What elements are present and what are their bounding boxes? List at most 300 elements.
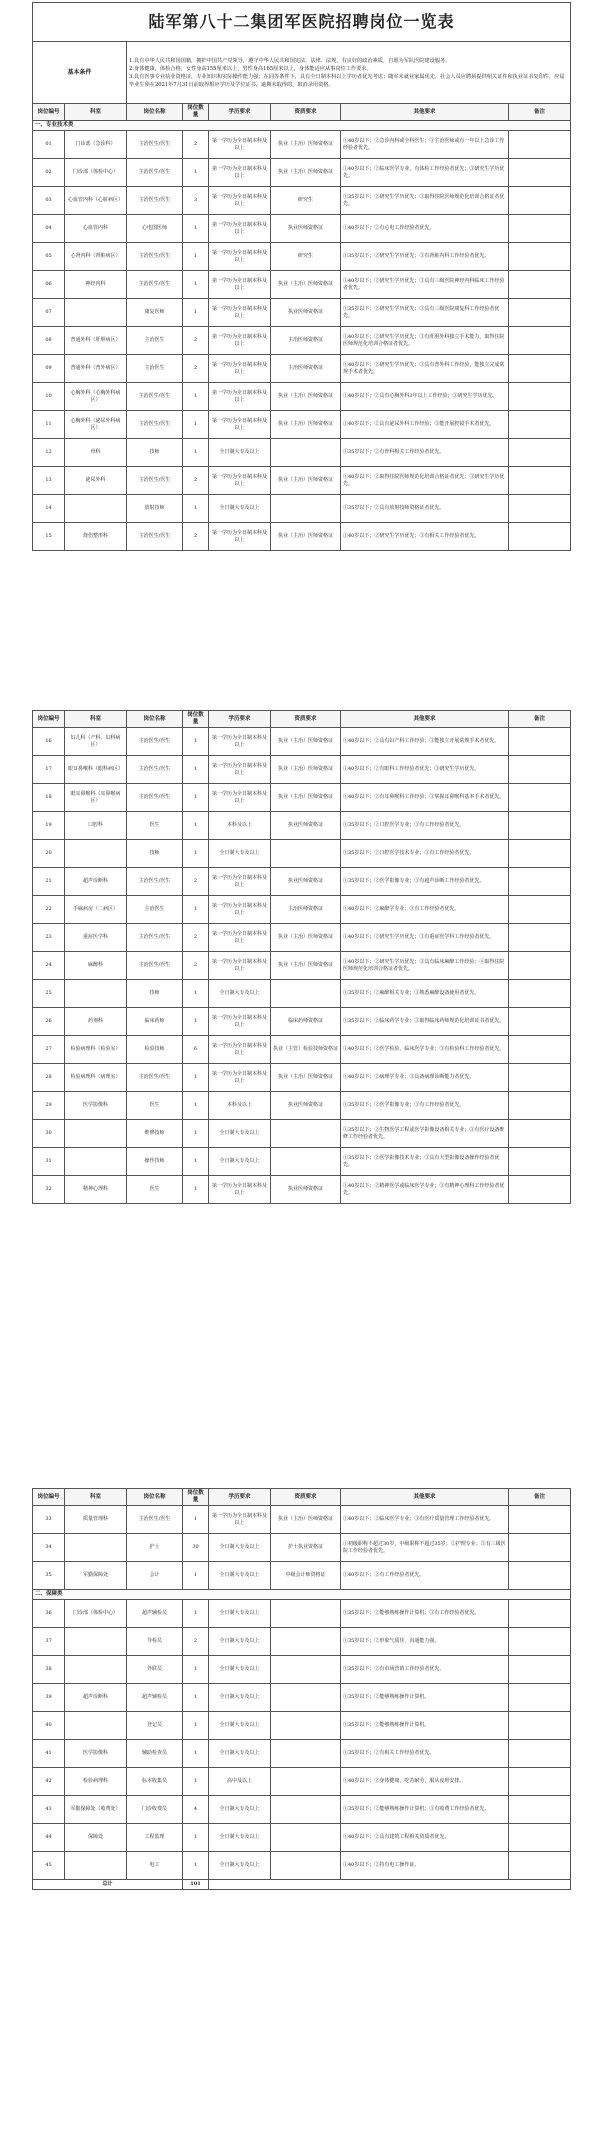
cell-remark — [509, 1768, 571, 1796]
cell-remark — [509, 159, 571, 187]
table-row — [33, 299, 571, 327]
cell-dept: 门诊部（体检中心） — [65, 1600, 127, 1628]
table-row — [33, 1628, 571, 1656]
cell-qual: 执业医师资格证 — [271, 299, 341, 327]
cell-no: 18 — [33, 784, 65, 812]
cell-count: 1 — [183, 1064, 209, 1092]
cell-no: 19 — [33, 812, 65, 840]
cell-qual — [271, 1628, 341, 1656]
cell-position: 外联员 — [127, 1656, 183, 1684]
cell-other: ①40岁以下；②医学检验、临床医学专业；③有检验科工作经验者优先。 — [341, 1036, 509, 1064]
cell-remark — [509, 980, 571, 1008]
cell-remark — [509, 299, 571, 327]
section-support: 二、保障类 — [33, 1590, 571, 1600]
cell-position: 主治医生/医生 — [127, 467, 183, 495]
basic-conditions-label: 基本条件 — [33, 42, 127, 104]
cell-edu: 第一学历为全日制本科及以上 — [209, 1176, 271, 1204]
header-position: 岗位名称 — [127, 104, 183, 121]
cell-qual — [271, 1600, 341, 1628]
cell-remark — [509, 728, 571, 756]
cell-no: 40 — [33, 1712, 65, 1740]
cell-count: 1 — [183, 495, 209, 523]
cell-count: 1 — [183, 159, 209, 187]
cell-other: ①35岁以下；②口腔医学专业；③有工作经验者优先。 — [341, 812, 509, 840]
table-header-row — [33, 104, 571, 121]
cell-other: ①40岁以下；②持有电工操作证。 — [341, 1852, 509, 1880]
cell-qual: 中级会计师资格证 — [271, 1562, 341, 1590]
cell-edu: 全日制大专及以上 — [209, 1852, 271, 1880]
cell-qual: 执业医师资格证 — [271, 812, 341, 840]
cell-position: 医生 — [127, 1092, 183, 1120]
cell-remark — [509, 243, 571, 271]
cell-count: 2 — [183, 355, 209, 383]
cell-other: ①40岁以下；②研究生学历优先；③具有普外科工作经验，能独立完成常规手术者优先。 — [341, 355, 509, 383]
header-remark: 备注 — [509, 1489, 571, 1506]
cell-remark — [509, 1824, 571, 1852]
cell-position: 主治医生/医生 — [127, 187, 183, 215]
cell-qual: 研究生 — [271, 187, 341, 215]
table-row — [33, 840, 571, 868]
header-count: 岗位数量 — [183, 711, 209, 728]
cell-other: ①40岁以下；②研究生学历优先；③有重症医学科工作经验者优先。 — [341, 924, 509, 952]
cell-edu: 全日制大专及以上 — [209, 1562, 271, 1590]
cell-other: ①40岁以下；②病理学专业；③具备病理诊断能力者优先。 — [341, 1064, 509, 1092]
cell-position: 康复医师 — [127, 299, 183, 327]
basic-line-2: 2.身体健康，体检合格，女性身高155厘米以上，男性身高165厘米以上，身体能适应从事岗位工作要求。 — [129, 65, 372, 72]
cell-count: 30 — [183, 1534, 209, 1562]
cell-qual: 临床药师资格证 — [271, 1008, 341, 1036]
cell-remark — [509, 756, 571, 784]
cell-no: 31 — [33, 1148, 65, 1176]
cell-dept — [65, 1534, 127, 1562]
cell-dept: 手麻病房（二病区） — [65, 896, 127, 924]
cell-no: 37 — [33, 1628, 65, 1656]
cell-no: 13 — [33, 467, 65, 495]
cell-dept: 心血管内科（心脏病区） — [65, 187, 127, 215]
cell-dept — [65, 1712, 127, 1740]
cell-no: 42 — [33, 1768, 65, 1796]
cell-remark — [509, 439, 571, 467]
cell-remark — [509, 467, 571, 495]
cell-other: ①35岁以下；②能够熟练操作计算机。 — [341, 1684, 509, 1712]
cell-qual — [271, 439, 341, 467]
cell-count: 2 — [183, 131, 209, 159]
table-header-row — [33, 1489, 571, 1506]
cell-dept: 超声诊断科 — [65, 868, 127, 896]
header-dept: 科室 — [65, 711, 127, 728]
cell-other: ①35岁以下；②有市场营销工作经验者优先。 — [341, 1656, 509, 1684]
cell-position: 辅助检查员 — [127, 1740, 183, 1768]
table-row — [33, 1120, 571, 1148]
cell-edu: 第一学历为全日制本科及以上 — [209, 1008, 271, 1036]
cell-remark — [509, 1064, 571, 1092]
cell-remark — [509, 1176, 571, 1204]
cell-remark — [509, 1628, 571, 1656]
cell-other: ①40岁以下；②研究生学历优先；③具有三级医院神经内科临床工作经验者优先。 — [341, 271, 509, 299]
header-remark: 备注 — [509, 104, 571, 121]
cell-no: 41 — [33, 1740, 65, 1768]
cell-remark — [509, 1036, 571, 1064]
cell-dept: 心胸外科（心胸外科病区） — [65, 383, 127, 411]
cell-other: ①35岁以下；②有骨科相关工作经验者优先。 — [341, 439, 509, 467]
table-row — [33, 1768, 571, 1796]
cell-edu: 全日制大专及以上 — [209, 980, 271, 1008]
cell-position: 主治医生/医生 — [127, 952, 183, 980]
cell-other: ①35岁以下；②医学影像专业；③有工作经验者优先。 — [341, 1092, 509, 1120]
cell-other: ①35岁以下；②生物医学工程或医学影像设备相关专业；③有医疗设备维修工作经验者优先。 — [341, 1120, 509, 1148]
cell-count: 1 — [183, 215, 209, 243]
cell-position: 会计 — [127, 1562, 183, 1590]
cell-edu: 第一学历为全日制本科及以上 — [209, 187, 271, 215]
cell-position: 门诊收费员 — [127, 1796, 183, 1824]
table-row — [33, 131, 571, 159]
cell-other: ①40岁以下；②具有建筑工程相关资质者优先。 — [341, 1824, 509, 1852]
cell-edu: 本科及以上 — [209, 812, 271, 840]
cell-dept: 普通外科（肝胆病区） — [65, 327, 127, 355]
page-1 — [32, 2, 570, 551]
cell-remark — [509, 1852, 571, 1880]
cell-dept — [65, 980, 127, 1008]
cell-remark — [509, 495, 571, 523]
table-row — [33, 355, 571, 383]
cell-no: 38 — [33, 1656, 65, 1684]
cell-dept: 眼耳鼻喉科（眼科病区） — [65, 756, 127, 784]
cell-edu: 第一学历为全日制本科及以上 — [209, 1036, 271, 1064]
header-edu: 学历要求 — [209, 104, 271, 121]
cell-remark — [509, 327, 571, 355]
table-row — [33, 187, 571, 215]
cell-count: 1 — [183, 1506, 209, 1534]
cell-dept: 军勤保障处（收费处） — [65, 1796, 127, 1824]
cell-remark — [509, 355, 571, 383]
cell-other: ①35岁以下；②具有放射技师资格证者优先。 — [341, 495, 509, 523]
table-row — [33, 1852, 571, 1880]
recruitment-table-page-3 — [32, 1488, 571, 1890]
cell-remark — [509, 868, 571, 896]
cell-no: 14 — [33, 495, 65, 523]
table-row — [33, 1064, 571, 1092]
cell-count: 1 — [183, 812, 209, 840]
cell-position: 心电图医师 — [127, 215, 183, 243]
cell-other: ①40岁以下；②具有心胸外科3年以上工作经验；③研究生学历优先。 — [341, 383, 509, 411]
section-tech: 一、专业技术类 — [33, 121, 571, 131]
cell-no: 16 — [33, 728, 65, 756]
table-row — [33, 980, 571, 1008]
cell-qual — [271, 980, 341, 1008]
table-row — [33, 1740, 571, 1768]
cell-qual: 执业（主治）医师资格证 — [271, 1064, 341, 1092]
table-row — [33, 271, 571, 299]
table-row — [33, 896, 571, 924]
table-row — [33, 784, 571, 812]
header-count: 岗位数量 — [183, 104, 209, 121]
cell-edu: 第一学历为全日制本科及以上 — [209, 159, 271, 187]
cell-other: ①40岁以下；②有工作经验者优先。 — [341, 1562, 509, 1590]
table-row — [33, 1562, 571, 1590]
cell-position: 标本收集员 — [127, 1768, 183, 1796]
cell-position: 操作技师 — [127, 1148, 183, 1176]
cell-qual: 主治医师资格证 — [271, 355, 341, 383]
cell-edu: 全日制大专及以上 — [209, 1712, 271, 1740]
cell-dept — [65, 840, 127, 868]
cell-dept: 烧伤整形科 — [65, 523, 127, 551]
cell-qual: 执业（主管）检验技师资格证 — [271, 1036, 341, 1064]
header-qual: 资质要求 — [271, 1489, 341, 1506]
cell-qual: 执业（主治）医师资格证 — [271, 131, 341, 159]
cell-remark — [509, 1008, 571, 1036]
cell-dept: 医学影像科 — [65, 1740, 127, 1768]
cell-edu: 全日制大专及以上 — [209, 439, 271, 467]
cell-no: 10 — [33, 383, 65, 411]
cell-no: 01 — [33, 131, 65, 159]
cell-dept: 骨科 — [65, 439, 127, 467]
cell-position: 技师 — [127, 439, 183, 467]
cell-dept: 医学影像科 — [65, 1092, 127, 1120]
cell-qual: 执业（主治）医师资格证 — [271, 1506, 341, 1534]
cell-other: ①40岁以下；②精神医学或临床医学专业；③有精神心理科工作经验者优先。 — [341, 1176, 509, 1204]
cell-count: 2 — [183, 1628, 209, 1656]
cell-edu: 第一学历为全日制本科及以上 — [209, 756, 271, 784]
cell-position: 电工 — [127, 1852, 183, 1880]
cell-edu: 第一学历为全日制本科及以上 — [209, 784, 271, 812]
cell-other: ①35岁以下；②医学影像专业；③有超声诊断工作经验者优先。 — [341, 868, 509, 896]
cell-position: 主治医生/医生 — [127, 411, 183, 439]
table-row — [33, 243, 571, 271]
table-row — [33, 467, 571, 495]
table-row — [33, 1534, 571, 1562]
cell-edu: 第一学历为全日制本科及以上 — [209, 243, 271, 271]
cell-remark — [509, 383, 571, 411]
cell-no: 07 — [33, 299, 65, 327]
cell-other: ①40岁以下；②临床医学专业；③有医疗质量管理工作经验者优先。 — [341, 1506, 509, 1534]
cell-count: 1 — [183, 1852, 209, 1880]
cell-qual — [271, 1852, 341, 1880]
cell-other: ①40岁以下；②具有泌尿外科工作经验；③能开展腔镜手术者优先。 — [341, 411, 509, 439]
cell-other: ①35岁以下；②形象气质佳，沟通能力强。 — [341, 1628, 509, 1656]
cell-remark — [509, 784, 571, 812]
cell-no: 39 — [33, 1684, 65, 1712]
cell-no: 29 — [33, 1092, 65, 1120]
cell-no: 25 — [33, 980, 65, 1008]
cell-position: 超声辅检员 — [127, 1600, 183, 1628]
cell-remark — [509, 1740, 571, 1768]
cell-position: 主治医生 — [127, 896, 183, 924]
cell-position: 主治医生/医生 — [127, 784, 183, 812]
cell-other: ①35岁以下；②能够熟练操作计算机。 — [341, 1712, 509, 1740]
cell-edu: 第一学历为全日制本科及以上 — [209, 131, 271, 159]
cell-position: 医生 — [127, 1176, 183, 1204]
cell-qual — [271, 840, 341, 868]
cell-dept: 心血管内科 — [65, 215, 127, 243]
header-edu: 学历要求 — [209, 1489, 271, 1506]
cell-remark — [509, 1092, 571, 1120]
cell-count: 1 — [183, 840, 209, 868]
cell-count: 1 — [183, 756, 209, 784]
cell-no: 08 — [33, 327, 65, 355]
cell-edu: 全日制大专及以上 — [209, 840, 271, 868]
cell-other: ①40岁以下；②有眼科工作经验者优先；③研究生学历优先。 — [341, 756, 509, 784]
cell-other: ①40岁以下；②有耳鼻喉科工作经验；③掌握耳鼻喉科基本手术者优先。 — [341, 784, 509, 812]
cell-edu: 第一学历为全日制本科及以上 — [209, 355, 271, 383]
cell-position: 主治医生/医生 — [127, 756, 183, 784]
header-remark: 备注 — [509, 711, 571, 728]
cell-edu: 第一学历为全日制本科及以上 — [209, 523, 271, 551]
cell-count: 3 — [183, 187, 209, 215]
cell-edu: 本科及以上 — [209, 1092, 271, 1120]
cell-other: ①35岁以下；②有相关工作经验者优先。 — [341, 1740, 509, 1768]
cell-no: 32 — [33, 1176, 65, 1204]
cell-position: 主治医生/医生 — [127, 243, 183, 271]
cell-count: 1 — [183, 1740, 209, 1768]
cell-position: 主治医生/医生 — [127, 159, 183, 187]
rows-page-3b — [33, 1600, 571, 1880]
cell-dept: 检验病理科（检验室） — [65, 1036, 127, 1064]
cell-dept: 眼耳鼻喉科（耳鼻喉病区） — [65, 784, 127, 812]
header-no: 岗位编号 — [33, 104, 65, 121]
cell-no: 20 — [33, 840, 65, 868]
cell-edu: 全日制大专及以上 — [209, 1796, 271, 1824]
cell-edu: 第一学历为全日制本科及以上 — [209, 1064, 271, 1092]
cell-count: 2 — [183, 952, 209, 980]
cell-remark — [509, 1562, 571, 1590]
cell-count: 1 — [183, 980, 209, 1008]
cell-position: 临床药师 — [127, 1008, 183, 1036]
cell-no: 28 — [33, 1064, 65, 1092]
cell-count: 1 — [183, 728, 209, 756]
cell-edu: 第一学历为全日制本科及以上 — [209, 868, 271, 896]
cell-edu: 第一学历为全日制本科及以上 — [209, 728, 271, 756]
cell-qual — [271, 1684, 341, 1712]
cell-remark — [509, 1656, 571, 1684]
table-row — [33, 1008, 571, 1036]
cell-count: 1 — [183, 896, 209, 924]
cell-no: 36 — [33, 1600, 65, 1628]
cell-edu: 第一学历为全日制本科及以上 — [209, 1506, 271, 1534]
cell-no: 15 — [33, 523, 65, 551]
cell-remark — [509, 523, 571, 551]
cell-other: ①40岁以下；②急诊内科或全科医生；③主治医师或有一年以上急诊工作经验者优先。 — [341, 131, 509, 159]
cell-other: ①35岁以下；②麻醉相关专业；③熟悉麻醉设备使用者优先。 — [341, 980, 509, 1008]
cell-qual: 执业（主治）医师资格证 — [271, 383, 341, 411]
cell-count: 4 — [183, 1796, 209, 1824]
rows-page-2 — [33, 728, 571, 1204]
table-row — [33, 1712, 571, 1740]
cell-position: 检验技师 — [127, 1036, 183, 1064]
page-title: 陆军第八十二集团军医院招聘岗位一览表 — [33, 3, 571, 42]
cell-count: 6 — [183, 1036, 209, 1064]
cell-qual: 执业（主治）医师资格证 — [271, 271, 341, 299]
cell-dept: 药剂科 — [65, 1008, 127, 1036]
cell-qual — [271, 1824, 341, 1852]
cell-qual — [271, 1712, 341, 1740]
cell-remark — [509, 1148, 571, 1176]
table-row — [33, 495, 571, 523]
table-row — [33, 1824, 571, 1852]
cell-qual: 执业医师资格证 — [271, 215, 341, 243]
cell-edu: 第一学历为全日制本科及以上 — [209, 327, 271, 355]
cell-edu: 第一学历为全日制本科及以上 — [209, 467, 271, 495]
cell-edu: 第一学历为全日制本科及以上 — [209, 924, 271, 952]
basic-line-1: 1.具有中华人民共和国国籍，拥护中国共产党领导，遵守中华人民共和国宪法、法律、法规，有良好的政治素质，自愿为军队医院建设服务。 — [129, 57, 451, 64]
cell-dept: 神经内科 — [65, 271, 127, 299]
cell-position: 主治医生/医生 — [127, 523, 183, 551]
cell-count: 1 — [183, 1092, 209, 1120]
cell-edu: 全日制大专及以上 — [209, 495, 271, 523]
cell-qual — [271, 1796, 341, 1824]
cell-qual: 执业（主治）医师资格证 — [271, 784, 341, 812]
cell-position: 主治医生/医生 — [127, 728, 183, 756]
cell-qual: 主治医师资格证 — [271, 896, 341, 924]
header-qual: 资质要求 — [271, 711, 341, 728]
table-row — [33, 868, 571, 896]
cell-no: 21 — [33, 868, 65, 896]
cell-dept — [65, 299, 127, 327]
cell-remark — [509, 896, 571, 924]
cell-remark — [509, 1684, 571, 1712]
cell-count: 1 — [183, 1148, 209, 1176]
header-no: 岗位编号 — [33, 1489, 65, 1506]
cell-edu: 全日制大专及以上 — [209, 1534, 271, 1562]
cell-remark — [509, 411, 571, 439]
cell-remark — [509, 187, 571, 215]
cell-qual: 执业医师资格证 — [271, 1176, 341, 1204]
cell-dept: 重症医学科 — [65, 924, 127, 952]
cell-position: 护士 — [127, 1534, 183, 1562]
cell-count: 1 — [183, 1768, 209, 1796]
cell-qual — [271, 1740, 341, 1768]
basic-conditions-text — [127, 42, 571, 104]
total-label: 总计 — [33, 1880, 183, 1890]
table-row — [33, 1796, 571, 1824]
table-row — [33, 924, 571, 952]
cell-count: 1 — [183, 1656, 209, 1684]
cell-other: ①35岁以下；②临床药学专业；③取得临床药师规范化培训证书者优先。 — [341, 1008, 509, 1036]
header-no: 岗位编号 — [33, 711, 65, 728]
table-row — [33, 159, 571, 187]
cell-remark — [509, 1796, 571, 1824]
cell-qual: 研究生 — [271, 243, 341, 271]
cell-count: 2 — [183, 868, 209, 896]
cell-no: 24 — [33, 952, 65, 980]
cell-remark — [509, 840, 571, 868]
cell-qual: 执业（主治）医师资格证 — [271, 411, 341, 439]
cell-no: 43 — [33, 1796, 65, 1824]
cell-other: ①35岁以下；②能够熟练操作计算机；③有工作经验者优先。 — [341, 1600, 509, 1628]
cell-edu: 全日制大专及以上 — [209, 1628, 271, 1656]
cell-dept: 质量管理科 — [65, 1506, 127, 1534]
cell-position: 主治医生/医生 — [127, 271, 183, 299]
table-row — [33, 1148, 571, 1176]
header-count: 岗位数量 — [183, 1489, 209, 1506]
table-header-row — [33, 711, 571, 728]
cell-other: ①初级职称不超过30岁，中级职称不超过35岁；②护理专业；③有三级医院工作经验者优先。 — [341, 1534, 509, 1562]
cell-other: ①35岁以下；②研究生学历优先；③具有三级医院康复科工作经验者优先。 — [341, 299, 509, 327]
table-row — [33, 1176, 571, 1204]
recruitment-table-page-1 — [32, 2, 571, 551]
cell-edu: 全日制大专及以上 — [209, 1740, 271, 1768]
cell-dept: 心肾内科（肾脏病区） — [65, 243, 127, 271]
cell-dept: 普通外科（普外病区） — [65, 355, 127, 383]
cell-no: 45 — [33, 1852, 65, 1880]
cell-dept: 麻醉科 — [65, 952, 127, 980]
cell-no: 35 — [33, 1562, 65, 1590]
page-2 — [32, 710, 570, 1204]
cell-no: 27 — [33, 1036, 65, 1064]
table-row — [33, 1506, 571, 1534]
cell-position: 主治医生 — [127, 355, 183, 383]
cell-other: ①35岁以下；②能够熟练操作计算机；③有收费工作经验者优先。 — [341, 1796, 509, 1824]
cell-count: 1 — [183, 383, 209, 411]
